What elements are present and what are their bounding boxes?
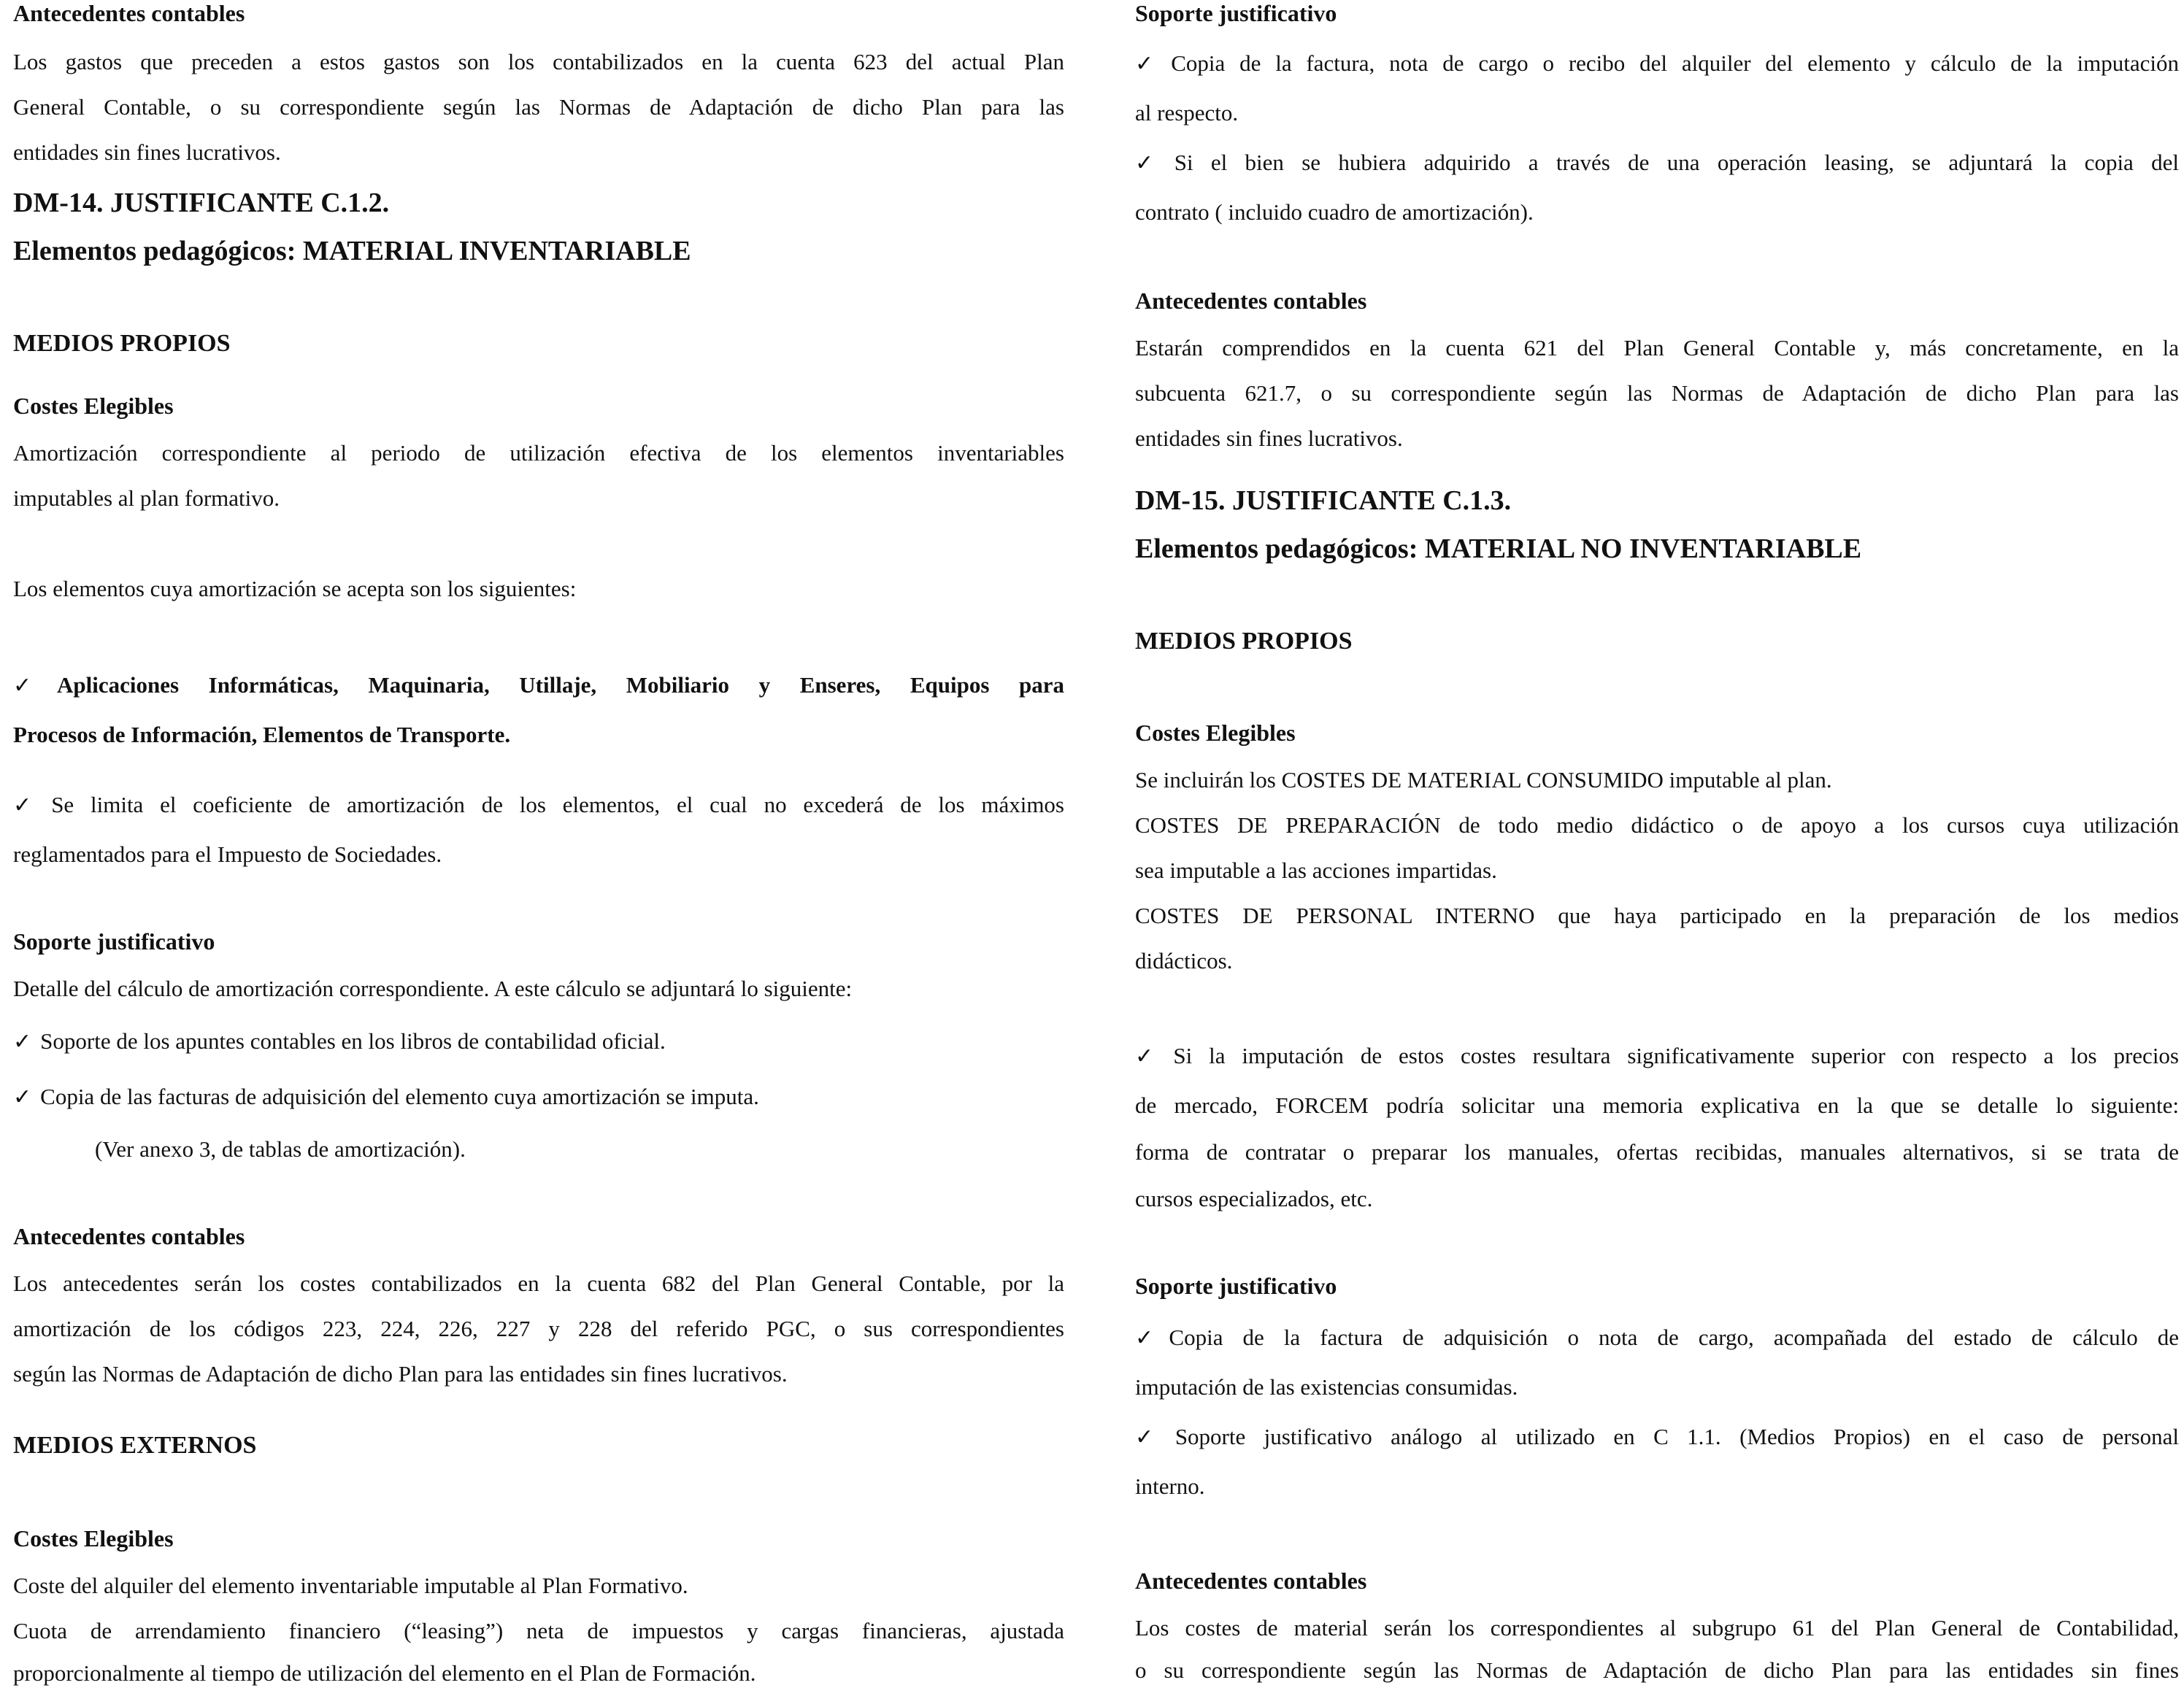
paragraph-line: interno. <box>1135 1473 1205 1499</box>
check-line <box>1135 1315 2179 1361</box>
dm15-title: DM-15. JUSTIFICANTE C.1.3. <box>1135 485 1512 516</box>
paragraph-line: forma de contratar o preparar los manuales, ofertas recibidas, manuales alternativos, si se trata de <box>1135 1139 2179 1165</box>
paragraph-line: Coste del alquiler del elemento inventariable imputable al Plan Formativo. <box>13 1573 688 1598</box>
check-icon: ✓ <box>1135 1425 1166 1450</box>
paragraph-line: Los elementos cuya amortización se acepta son los siguientes: <box>13 576 577 601</box>
section-heading: MEDIOS PROPIOS <box>13 330 231 357</box>
paragraph-line: Estarán comprendidos en la cuenta 621 del Plan General Contable y, más concretamente, en la <box>1135 335 2179 361</box>
section-heading: Antecedentes contables <box>13 0 245 26</box>
check-icon: ✓ <box>13 1029 32 1055</box>
paragraph-line: proporcionalmente al tiempo de utilización del elemento en el Plan de Formación. <box>13 1660 756 1686</box>
paragraph-line: cursos especializados, etc. <box>1135 1186 1373 1211</box>
section-heading: Soporte justificativo <box>1135 1273 1337 1299</box>
paragraph-line: entidades sin fines lucrativos. <box>13 139 281 165</box>
check-text: Copia de las facturas de adquisición del elemento cuya amortización se imputa. <box>40 1084 759 1109</box>
paragraph-line: Se incluirán los COSTES DE MATERIAL CONSUMIDO imputable al plan. <box>1135 767 1832 793</box>
check-icon: ✓ <box>1135 1044 1165 1069</box>
check-line <box>1135 1414 2179 1460</box>
paragraph-line: Amortización correspondiente al periodo de utilización efectiva de los elementos inventariables <box>13 440 1064 466</box>
dm14-subtitle: Elementos pedagógicos: MATERIAL INVENTARIABLE <box>13 236 691 266</box>
paragraph-line: Los antecedentes serán los costes contabilizados en la cuenta 682 del Plan General Contable, por la <box>13 1271 1064 1296</box>
paragraph-line: imputables al plan formativo. <box>13 485 280 511</box>
section-heading: Costes Elegibles <box>1135 720 1296 746</box>
check-line <box>1135 41 2179 87</box>
paragraph-line: al respecto. <box>1135 100 1239 126</box>
paragraph-line: reglamentados para el Impuesto de Sociedades. <box>13 841 442 867</box>
section-heading: Soporte justificativo <box>13 928 215 955</box>
check-line <box>13 1019 666 1065</box>
paragraph-line: didácticos. <box>1135 948 1233 974</box>
paragraph-line: Los costes de material serán los correspondientes al subgrupo 61 del Plan General de Contabilidad, <box>1135 1615 2179 1641</box>
bold-list-line <box>13 663 1064 709</box>
check-text: Si el bien se hubiera adquirido a través de una operación leasing, se adjuntará la copia del <box>1174 150 2179 175</box>
check-icon: ✓ <box>13 793 43 818</box>
paragraph-line: contrato ( incluido cuadro de amortización). <box>1135 199 1534 225</box>
bold-list-line: Procesos de Información, Elementos de Transporte. <box>13 722 511 747</box>
section-heading: Antecedentes contables <box>1135 1568 1367 1594</box>
check-text: Si la imputación de estos costes resultara significativamente superior con respecto a los precios <box>1173 1043 2179 1068</box>
paragraph-line: Cuota de arrendamiento financiero (“leasing”) neta de impuestos y cargas financieras, ajustada <box>13 1618 1064 1643</box>
section-heading: Soporte justificativo <box>1135 0 1337 26</box>
check-icon: ✓ <box>1135 1325 1168 1351</box>
dm14-title: DM-14. JUSTIFICANTE C.1.2. <box>13 188 390 218</box>
paragraph-line: de mercado, FORCEM podría solicitar una memoria explicativa en la que se detalle lo siguiente: <box>1135 1092 2179 1118</box>
paragraph-line: General Contable, o su correspondiente según las Normas de Adaptación de dicho Plan para las <box>13 94 1064 120</box>
check-icon: ✓ <box>1135 150 1166 176</box>
check-line <box>13 782 1064 828</box>
paragraph-line: (Ver anexo 3, de tablas de amortización). <box>95 1136 466 1162</box>
bold-list-text: Aplicaciones Informáticas, Maquinaria, Utillaje, Mobiliario y Enseres, Equipos para <box>57 672 1064 698</box>
check-line <box>13 1074 759 1120</box>
paragraph-line: Detalle del cálculo de amortización correspondiente. A este cálculo se adjuntará lo siguiente: <box>13 976 853 1001</box>
dm15-subtitle: Elementos pedagógicos: MATERIAL NO INVENTARIABLE <box>1135 533 1862 564</box>
check-text: Copia de la factura de adquisición o nota de cargo, acompañada del estado de cálculo de <box>1169 1325 2179 1350</box>
paragraph-line: COSTES DE PREPARACIÓN de todo medio didáctico o de apoyo a los cursos cuya utilización <box>1135 812 2179 838</box>
paragraph-line: Los gastos que preceden a estos gastos son los contabilizados en la cuenta 623 del actual Plan <box>13 49 1064 74</box>
check-text: Copia de la factura, nota de cargo o recibo del alquiler del elemento y cálculo de la imputación <box>1171 50 2179 76</box>
paragraph-line: según las Normas de Adaptación de dicho Plan para las entidades sin fines lucrativos. <box>13 1361 788 1387</box>
paragraph-line: o su correspondiente según las Normas de Adaptación de dicho Plan para las entidades sin fines <box>1135 1657 2179 1683</box>
check-icon: ✓ <box>13 673 55 698</box>
check-text: Soporte justificativo análogo al utilizado en C 1.1. (Medios Propios) en el caso de personal <box>1174 1424 2179 1449</box>
check-icon: ✓ <box>13 1084 32 1110</box>
check-text: Se limita el coeficiente de amortización de los elementos, el cual no excederá de los máximos <box>51 792 1064 817</box>
section-heading: MEDIOS PROPIOS <box>1135 628 1353 655</box>
paragraph-line: COSTES DE PERSONAL INTERNO que haya participado en la preparación de los medios <box>1135 903 2179 928</box>
check-line <box>1135 140 2179 186</box>
section-heading: MEDIOS EXTERNOS <box>13 1432 257 1459</box>
check-text: Soporte de los apuntes contables en los libros de contabilidad oficial. <box>40 1028 666 1054</box>
section-heading: Costes Elegibles <box>13 393 174 419</box>
section-heading: Costes Elegibles <box>13 1525 174 1552</box>
section-heading: Antecedentes contables <box>13 1223 245 1249</box>
paragraph-line: imputación de las existencias consumidas. <box>1135 1374 1518 1400</box>
paragraph-line: amortización de los códigos 223, 224, 226, 227 y 228 del referido PGC, o sus correspondientes <box>13 1316 1064 1341</box>
paragraph-line: subcuenta 621.7, o su correspondiente según las Normas de Adaptación de dicho Plan para las <box>1135 380 2179 406</box>
paragraph-line: entidades sin fines lucrativos. <box>1135 425 1403 451</box>
check-icon: ✓ <box>1135 51 1163 77</box>
section-heading: Antecedentes contables <box>1135 288 1367 314</box>
check-line <box>1135 1033 2179 1079</box>
paragraph-line: sea imputable a las acciones impartidas. <box>1135 857 1497 883</box>
